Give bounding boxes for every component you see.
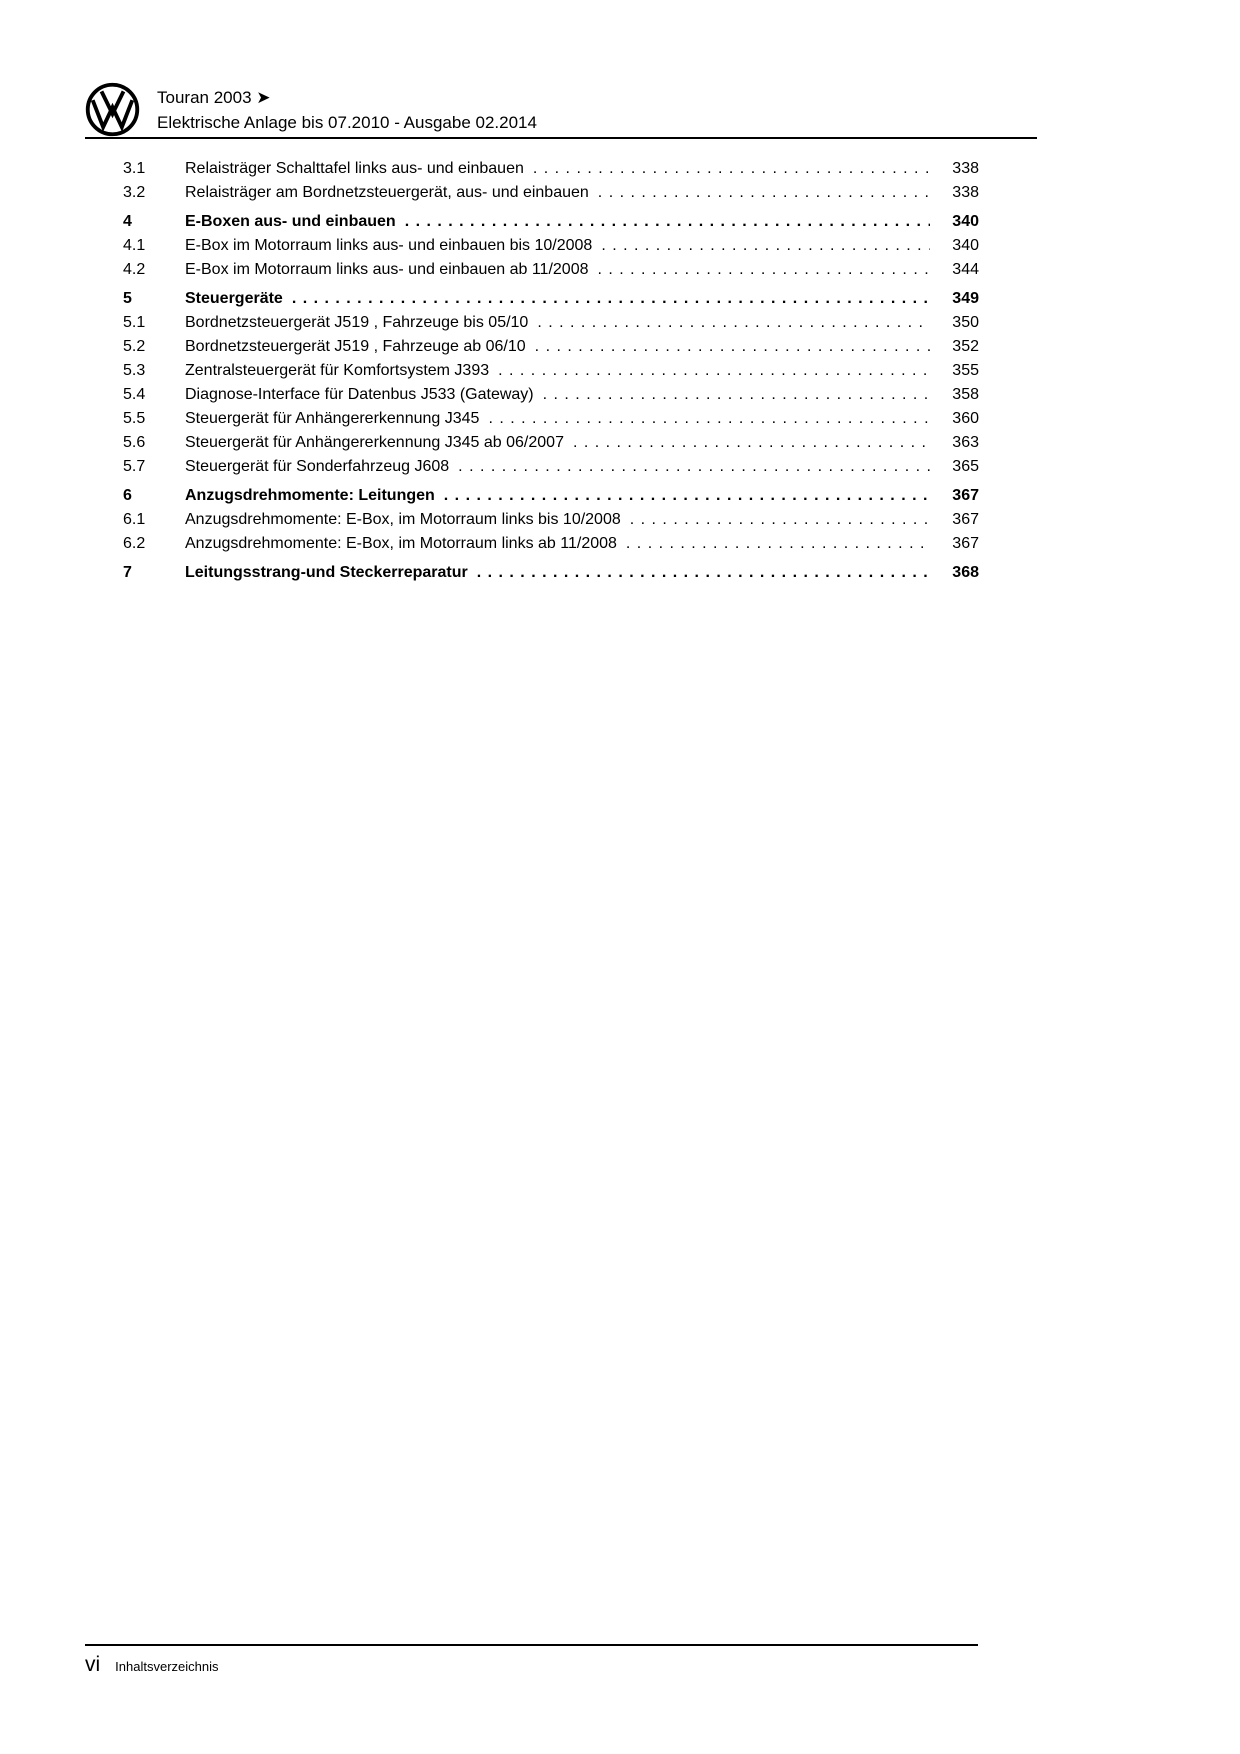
toc-entry-title: Steuergerät für Sonderfahrzeug J608 — [185, 458, 450, 475]
toc-entry-title: Bordnetzsteuergerät J519 , Fahrzeuge bis 05/10 — [185, 314, 529, 331]
table-of-contents — [123, 157, 979, 585]
toc-entry-title: Anzugsdrehmomente: E-Box, im Motorraum links bis 10/2008 — [185, 511, 621, 528]
toc-entry-title: Anzugsdrehmomente: Leitungen — [185, 487, 435, 504]
toc-dot-leader — [630, 508, 930, 532]
toc-dot-leader — [573, 431, 930, 455]
toc-entry[interactable] — [123, 287, 979, 311]
toc-entry-page: 340 — [952, 213, 979, 230]
toc-entry-title: Anzugsdrehmomente: E-Box, im Motorraum links ab 11/2008 — [185, 535, 617, 552]
toc-entry-number: 6.1 — [123, 511, 146, 528]
toc-entry-page: 338 — [952, 184, 979, 201]
toc-entry-number: 7 — [123, 564, 132, 581]
toc-entry-title: Zentralsteuergerät für Komfortsystem J393 — [185, 362, 490, 379]
toc-entry-number: 4.2 — [123, 261, 146, 278]
vw-logo-icon — [85, 82, 140, 137]
page-header — [85, 82, 537, 137]
toc-entry-number: 5.7 — [123, 458, 146, 475]
footer-page-number: vi — [85, 1653, 101, 1676]
toc-entry-number: 5.3 — [123, 362, 146, 379]
toc-entry-page: 355 — [952, 362, 979, 379]
toc-entry-number: 5 — [123, 290, 132, 307]
toc-entry-number: 5.2 — [123, 338, 146, 355]
toc-entry-page: 350 — [952, 314, 979, 331]
toc-entry-page: 367 — [952, 535, 979, 552]
toc-entry-title: E-Box im Motorraum links aus- und einbauen ab 11/2008 — [185, 261, 589, 278]
toc-dot-leader — [458, 455, 930, 479]
toc-dot-leader — [477, 561, 930, 585]
toc-entry-number: 6.2 — [123, 535, 146, 552]
toc-dot-leader — [597, 258, 930, 282]
toc-entry-number: 4.1 — [123, 237, 146, 254]
toc-entry[interactable] — [123, 157, 979, 181]
toc-dot-leader — [405, 210, 930, 234]
toc-entry[interactable] — [123, 210, 979, 234]
toc-entry[interactable] — [123, 311, 979, 335]
toc-entry[interactable] — [123, 508, 979, 532]
toc-entry-title: E-Box im Motorraum links aus- und einbauen bis 10/2008 — [185, 237, 593, 254]
toc-entry-title: Diagnose-Interface für Datenbus J533 (Gateway) — [185, 386, 534, 403]
toc-entry-page: 349 — [952, 290, 979, 307]
toc-entry-title: Steuergerät für Anhängererkennung J345 ab 06/2007 — [185, 434, 564, 451]
toc-entry-page: 360 — [952, 410, 979, 427]
page-footer — [85, 1644, 978, 1677]
toc-entry-page: 338 — [952, 160, 979, 177]
toc-entry[interactable] — [123, 455, 979, 479]
toc-entry[interactable] — [123, 181, 979, 205]
toc-entry[interactable] — [123, 335, 979, 359]
toc-entry-title: E-Boxen aus- und einbauen — [185, 213, 396, 230]
toc-entry-page: 368 — [952, 564, 979, 581]
toc-entry[interactable] — [123, 359, 979, 383]
toc-entry-number: 5.1 — [123, 314, 146, 331]
toc-entry-title: Relaisträger Schalttafel links aus- und einbauen — [185, 160, 524, 177]
toc-dot-leader — [601, 234, 930, 258]
toc-entry-page: 363 — [952, 434, 979, 451]
header-subtitle: Elektrische Anlage bis 07.2010 - Ausgabe 02.2014 — [157, 112, 537, 132]
toc-dot-leader — [626, 532, 930, 556]
toc-entry-number: 5.5 — [123, 410, 146, 427]
toc-entry[interactable] — [123, 561, 979, 585]
header-text — [157, 87, 537, 133]
toc-dot-leader — [444, 484, 930, 508]
header-model: Touran 2003 ➤ — [157, 87, 271, 107]
toc-dot-leader — [292, 287, 930, 311]
toc-entry-number: 5.6 — [123, 434, 146, 451]
toc-entry[interactable] — [123, 431, 979, 455]
footer-section-label: Inhaltsverzeichnis — [115, 1659, 219, 1674]
toc-entry-page: 340 — [952, 237, 979, 254]
toc-dot-leader — [543, 383, 930, 407]
toc-entry-page: 358 — [952, 386, 979, 403]
toc-entry-number: 3.2 — [123, 184, 146, 201]
toc-entry-page: 367 — [952, 487, 979, 504]
toc-entry[interactable] — [123, 234, 979, 258]
toc-entry[interactable] — [123, 383, 979, 407]
toc-dot-leader — [533, 157, 930, 181]
toc-dot-leader — [537, 311, 930, 335]
toc-entry-number: 5.4 — [123, 386, 146, 403]
toc-entry-title: Steuergeräte — [185, 290, 283, 307]
toc-entry-page: 365 — [952, 458, 979, 475]
toc-dot-leader — [598, 181, 930, 205]
toc-entry-title: Steuergerät für Anhängererkennung J345 — [185, 410, 480, 427]
toc-entry-page: 367 — [952, 511, 979, 528]
toc-entry-title: Relaisträger am Bordnetzsteuergerät, aus- und einbauen — [185, 184, 589, 201]
header-divider — [85, 137, 1037, 139]
toc-entry-title: Leitungsstrang-und Steckerreparatur — [185, 564, 468, 581]
toc-entry[interactable] — [123, 532, 979, 556]
toc-entry-number: 6 — [123, 487, 132, 504]
toc-entry-number: 3.1 — [123, 160, 146, 177]
toc-entry[interactable] — [123, 407, 979, 431]
toc-entry-number: 4 — [123, 213, 132, 230]
toc-entry[interactable] — [123, 484, 979, 508]
toc-dot-leader — [488, 407, 930, 431]
toc-entry[interactable] — [123, 258, 979, 282]
toc-entry-page: 344 — [952, 261, 979, 278]
toc-dot-leader — [535, 335, 930, 359]
toc-entry-page: 352 — [952, 338, 979, 355]
toc-entry-title: Bordnetzsteuergerät J519 , Fahrzeuge ab 06/10 — [185, 338, 526, 355]
toc-dot-leader — [498, 359, 930, 383]
